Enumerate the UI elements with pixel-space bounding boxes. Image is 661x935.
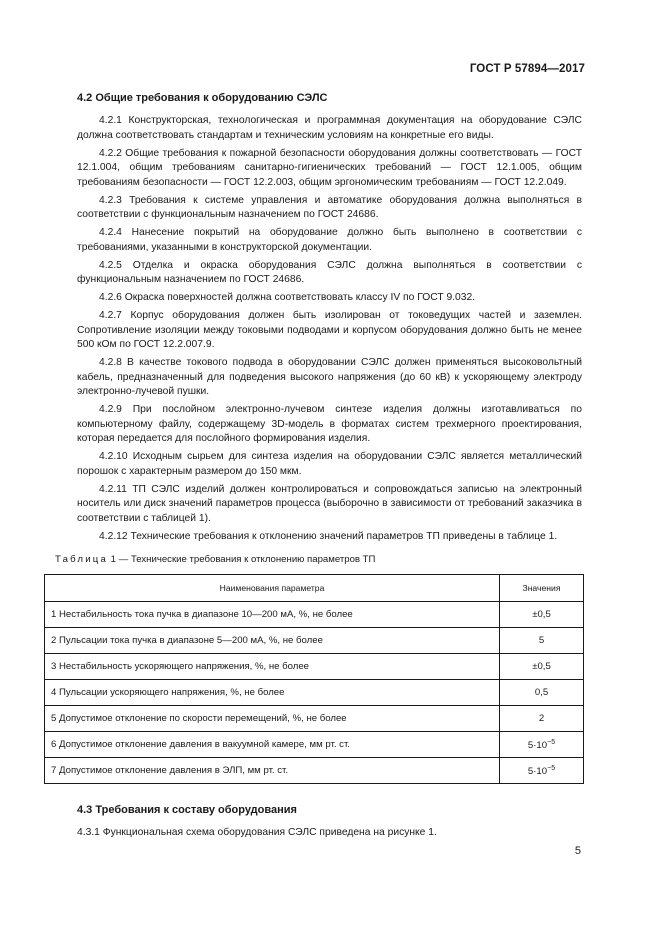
value-mantissa: 5·10 xyxy=(527,765,548,777)
header-parameter-name: Наименования параметра xyxy=(45,575,500,602)
table-caption-label: Таблица xyxy=(55,554,109,565)
row-parameter-name: 2 Пульсации тока пучка в диапазоне 5—200 мА, %, не более xyxy=(45,628,500,654)
row-value xyxy=(500,758,584,784)
page-number: 5 xyxy=(574,845,581,857)
row-parameter-name: 3 Нестабильность ускоряющего напряжения, %, не более xyxy=(45,654,500,680)
paragraph-4-2-5: 4.2.5 Отделка и окраска оборудования СЭЛС должна выполняться в соответствии с функциональным назначением по ГОСТ 24686. xyxy=(77,259,582,285)
paragraph-4-2-2: 4.2.2 Общие требования к пожарной безопасности оборудования должны соответствовать — ГОСТ 12.1.004, общим требованиям санитарно-гигиенических требований — ГОСТ 12.1.005, общим требованиям безопасности — ГОСТ 12.2.003, общим эргономическим требованиям — ГОСТ 12.2.049. xyxy=(77,147,582,188)
value-exponent: −5 xyxy=(547,738,556,746)
section-title-4-2: 4.2 Общие требования к оборудованию СЭЛС xyxy=(77,92,328,104)
section-title-4-3: 4.3 Требования к составу оборудования xyxy=(77,804,297,816)
header-value: Значения xyxy=(500,575,584,602)
row-value: ±0,5 xyxy=(500,654,584,680)
table-row xyxy=(45,706,584,732)
table-row xyxy=(45,680,584,706)
paragraph-4-2-6: 4.2.6 Окраска поверхностей должна соответствовать классу IV по ГОСТ 9.032. xyxy=(99,292,476,303)
row-value: ±0,5 xyxy=(500,602,584,628)
value-mantissa: 5·10 xyxy=(527,739,548,751)
row-value: 5 xyxy=(500,628,584,654)
row-parameter-name: 6 Допустимое отклонение давления в вакуумной камере, мм рт. ст. xyxy=(45,732,500,758)
table-row xyxy=(45,654,584,680)
table-row xyxy=(45,602,584,628)
row-parameter-name: 4 Пульсации ускоряющего напряжения, %, не более xyxy=(45,680,500,706)
table-caption xyxy=(55,553,582,566)
paragraph-4-2-9: 4.2.9 При послойном электронно-лучевом синтезе изделия должны изготавливаться по компьютерному файлу, содержащему 3D-модель в форматах систем трехмерного проектирования, которая передается для послойного формирования изделия. xyxy=(77,404,582,444)
row-value xyxy=(500,732,584,758)
paragraph-4-3-1: 4.3.1 Функциональная схема оборудования СЭЛС приведена на рисунке 1. xyxy=(77,827,437,838)
paragraph-4-2-4: 4.2.4 Нанесение покрытий на оборудование должно быть выполнено в соответствии с требованиями, указанными в конструкторской документации. xyxy=(77,227,582,253)
table-row xyxy=(45,758,584,784)
table-caption-text: 1 — Технические требования к отклонению параметров ТП xyxy=(108,554,376,565)
table-header-row xyxy=(45,575,584,602)
requirements-table xyxy=(44,574,584,784)
paragraph-4-2-11: 4.2.11 ТП СЭЛС изделий должен контролироваться и сопровождаться записью на электронный носитель или диск значений параметров процесса (выборочно в зависимости от требований заказчика в соответствии с таблицей 1). xyxy=(77,483,582,524)
paragraph-4-2-1: 4.2.1 Конструкторская, технологическая и программная документация на оборудование СЭЛС должна соответствовать стандартам и техническим условиям на конкретные его виды. xyxy=(77,115,582,141)
paragraph-4-2-12: 4.2.12 Технические требования к отклонению значений параметров ТП приведены в таблице 1. xyxy=(99,530,558,542)
row-parameter-name: 7 Допустимое отклонение давления в ЭЛП, мм рт. ст. xyxy=(45,758,500,784)
paragraph-4-2-7: 4.2.7 Корпус оборудования должен быть изолирован от токоведущих частей и заземлен. Сопротивление изоляции между токовыми подводами и корпусом оборудования должно быть не менее 500 кОм по ГОСТ 12.2.007.9. xyxy=(77,310,582,350)
table-row xyxy=(45,628,584,654)
table-row xyxy=(45,732,584,758)
row-parameter-name: 1 Нестабильность тока пучка в диапазоне 10—200 мА, %, не более xyxy=(45,602,500,628)
paragraph-4-2-3: 4.2.3 Требования к системе управления и автоматике оборудования должна выполняться в соответствии с функциональным назначением по ГОСТ 24686. xyxy=(77,194,582,220)
value-exponent: −5 xyxy=(547,764,556,772)
row-value: 2 xyxy=(500,706,584,732)
paragraph-4-2-8: 4.2.8 В качестве токового подвода в оборудовании СЭЛС должен применяться высоковольтный кабель, предназначенный для подведения высокого напряжения (до 60 кВ) к ускоряющему электроду электронно-лучевой пушки. xyxy=(77,357,582,397)
row-parameter-name: 5 Допустимое отклонение по скорости перемещений, %, не более xyxy=(45,706,500,732)
document-body xyxy=(51,91,582,844)
row-value: 0,5 xyxy=(500,680,584,706)
paragraph-4-2-10: 4.2.10 Исходным сырьем для синтеза изделия на оборудовании СЭЛС является металлический порошок с характерным размером до 150 мкм. xyxy=(77,451,582,477)
standard-code: ГОСТ Р 57894—2017 xyxy=(469,63,585,75)
